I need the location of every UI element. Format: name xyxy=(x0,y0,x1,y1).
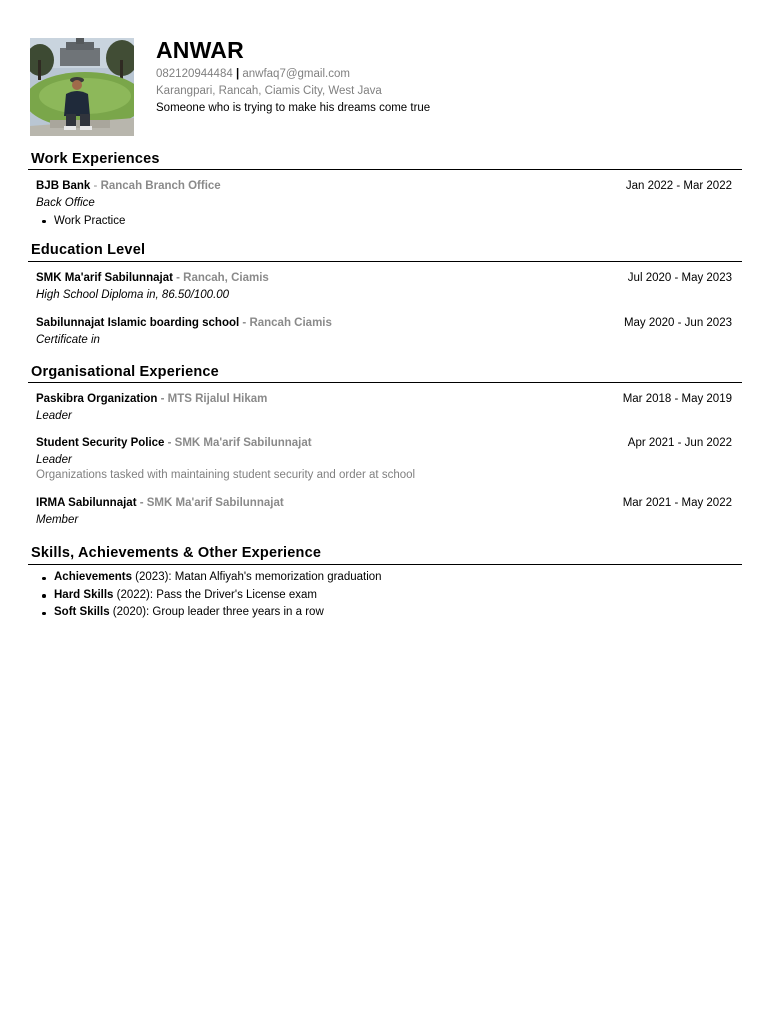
skill-detail: (2022): Pass the Driver's License exam xyxy=(113,588,317,601)
entry-header xyxy=(36,495,732,511)
entry-organization: Student Security Police xyxy=(36,437,165,449)
skill-detail: (2020): Group leader three years in a row xyxy=(109,606,324,618)
profile-photo xyxy=(30,38,134,136)
entry-header xyxy=(36,391,732,407)
entry-location: - Rancah, Ciamis xyxy=(172,272,269,284)
bullet-item: Work Practice xyxy=(54,212,732,230)
entry-degree: Certificate in xyxy=(36,334,100,346)
section-divider xyxy=(28,564,742,565)
skill-label: Soft Skills xyxy=(54,606,110,618)
education-entry xyxy=(36,315,732,348)
entry-location: - SMK Ma'arif Sabilunnajat xyxy=(136,497,284,509)
entry-location: - SMK Ma'arif Sabilunnajat xyxy=(164,437,312,449)
entry-date: Mar 2021 - May 2022 xyxy=(622,497,732,509)
entry-bullets xyxy=(36,212,732,230)
education-entry xyxy=(36,270,732,303)
skill-label: Hard Skills xyxy=(54,588,114,601)
skill-item xyxy=(54,604,732,622)
entry-location: - MTS Rijalul Hikam xyxy=(157,393,268,405)
skill-item xyxy=(54,587,732,605)
entry-description: Organizations tasked with maintaining student security and order at school xyxy=(36,469,416,481)
entry-header xyxy=(36,178,732,194)
skill-label: Achievements xyxy=(54,571,132,583)
email-address: anwfaq7@gmail.com xyxy=(242,68,350,80)
entry-organization: Sabilunnajat Islamic boarding school xyxy=(36,317,240,329)
entry-role: Member xyxy=(36,514,79,526)
entry-location: - Rancah Ciamis xyxy=(239,317,332,329)
skills-list xyxy=(36,569,732,622)
home-address: Karangpari, Rancah, Ciamis City, West Java xyxy=(156,85,382,97)
entry-header xyxy=(36,315,732,331)
entry-date: Jul 2020 - May 2023 xyxy=(627,272,732,284)
section-divider xyxy=(28,261,742,262)
section-title-work: Work Experiences xyxy=(31,151,160,167)
entry-degree: High School Diploma in, 86.50/100.00 xyxy=(36,289,230,301)
section-divider xyxy=(28,382,742,383)
entry-organization: SMK Ma'arif Sabilunnajat xyxy=(36,272,173,284)
profile-photo-image xyxy=(30,38,134,136)
entry-location: Rancah Branch Office xyxy=(100,180,221,192)
entry-date: Mar 2018 - May 2019 xyxy=(622,393,732,405)
entry-organization: IRMA Sabilunnajat xyxy=(36,497,137,509)
contact-separator: | xyxy=(235,68,240,80)
skill-detail: (2023): Matan Alfiyah's memorization graduation xyxy=(131,571,382,583)
entry-role: Leader xyxy=(36,454,72,466)
phone-number: 082120944484 xyxy=(156,68,233,80)
entry-date: Jan 2022 - Mar 2022 xyxy=(625,180,732,192)
contact-line xyxy=(156,66,736,83)
resume-header xyxy=(156,36,736,117)
candidate-name: ANWAR xyxy=(156,37,244,63)
organisation-entry xyxy=(36,495,732,528)
entry-date: Apr 2021 - Jun 2022 xyxy=(627,437,732,449)
section-title-education: Education Level xyxy=(31,242,146,258)
entry-organization: BJB Bank xyxy=(36,180,91,192)
organisation-entry xyxy=(36,391,732,424)
skills-list-container xyxy=(36,568,732,622)
entry-role: Leader xyxy=(36,410,72,422)
entry-role: Back Office xyxy=(36,197,95,209)
section-divider xyxy=(28,169,742,170)
entry-date: May 2020 - Jun 2023 xyxy=(623,317,732,329)
skill-item xyxy=(54,569,732,587)
section-title-skills: Skills, Achievements & Other Experience xyxy=(31,545,322,561)
work-entry xyxy=(36,178,732,230)
organisation-entry xyxy=(36,435,732,483)
section-title-organisation: Organisational Experience xyxy=(31,364,219,380)
entry-header xyxy=(36,435,732,451)
entry-organization: Paskibra Organization xyxy=(36,393,158,405)
entry-header xyxy=(36,270,732,286)
entry-dash: - xyxy=(90,180,101,192)
personal-tagline: Someone who is trying to make his dreams come true xyxy=(156,102,431,114)
